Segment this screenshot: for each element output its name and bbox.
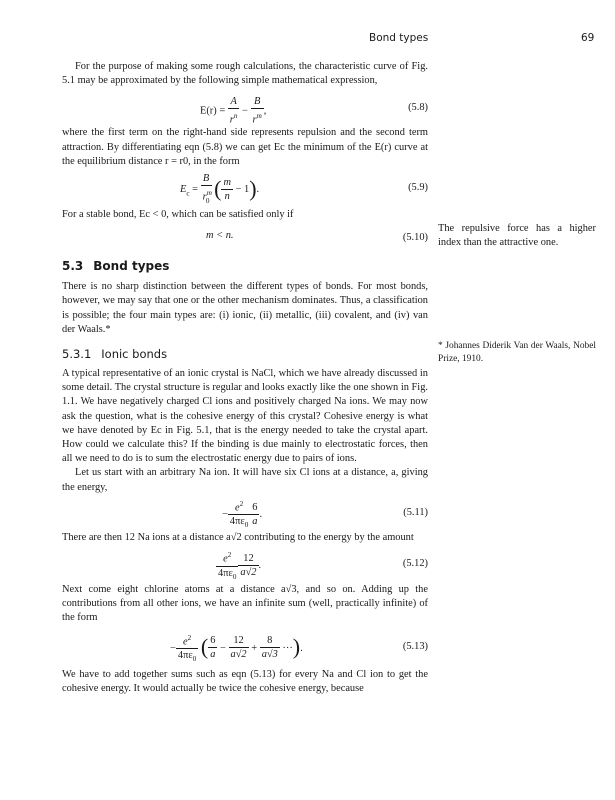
equation-number: (5.13) [402, 640, 428, 652]
equation-number: (5.8) [408, 102, 428, 114]
equation-5-13 [62, 626, 428, 666]
equation-5-10 [62, 222, 428, 248]
paragraph-differentiation: where the first term on the right-hand side represents repulsion and the second term attraction. By differentiating eqn (5.8) we can get Ec the minimum of the E(r) curve at the equilibrium distance r = r0, in the form [62, 127, 428, 167]
paragraph-bond-classification: There is no sharp distinction between the different types of bonds. For most bonds, however, we may say that one or the other mechanism dominates. Thus, a classification is possible; the four main types are: (i) ionic, (ii) metallic, (iii) covalent, and (iv) van der Waals.* [62, 281, 428, 335]
equation-number: (5.12) [402, 558, 428, 570]
equation-number: (5.11) [403, 506, 428, 518]
paragraph-stable-bond: For a stable bond, Ec < 0, which can be satisfied only if [62, 209, 294, 221]
equation-5-11-body: − $\frac{e^2}{4\pi\varepsilon_0}$ $\frac{6}{a}$ . [222, 499, 263, 530]
paragraph-cohesive-energy-sum: We have to add together sums such as eqn (5.13) for every Na and Cl ion to get the cohesive energy. It would actually be twice the cohesive energy, because [62, 668, 428, 694]
equation-number: (5.9) [408, 182, 428, 194]
equation-number: (5.10) [402, 232, 428, 244]
equation-5-8-body: E(r) = $\frac{A}{r^n}$ − $\frac{B}{r^m}$ , [200, 96, 267, 126]
paragraph-intro: For the purpose of making some rough calculations, the characteristic curve of Fig. 5.1 may be approximated by the following simple mathematical expression, [62, 61, 428, 87]
equation-5-13-body: − $\frac{e^2}{4\pi\varepsilon_0}$ ( $\frac{6}{a}$ − $\frac{12}{a√2}$ + $\frac{8}{a√3}$ ···). [170, 633, 303, 664]
footnote-van-der-waals: * Johannes Diderik Van der Waals, Nobel Prize, 1910. [438, 341, 596, 364]
equation-5-12 [62, 545, 428, 581]
equation-5-9 [62, 169, 428, 205]
equation-5-8 [62, 88, 428, 126]
running-title: Bond types [369, 32, 429, 44]
equation-5-12-body: $\frac{e^2}{4\pi\varepsilon_0}$ $\frac{12}{a√2}$ . [218, 551, 262, 581]
equation-5-11 [62, 495, 428, 529]
margin-note-repulsive: The repulsive force has a higher index than the attractive one. [438, 223, 596, 248]
paragraph-ionic-crystal: A typical representative of an ionic crystal is NaCl, which we have already discussed in some detail. The crystal structure is regular and looks exactly like the one shown in Fig. 1.1. We have negatively charged Cl ions and positively charged Na ions. We may now ask the question, what is the cohesive energy of this crystal? Cohesive energy is what we have denoted by Ec in Fig. 5.1, that is the energy needed to take the crystal apart. How could we calculate this? If the binding is due mainly to electrostatic forces, then all we need to do is to sum the electrostatic energy due to pairs of ions. [62, 368, 428, 465]
subsection-heading-5-3-1: 5.3.1 Ionic bonds [62, 347, 168, 362]
equation-5-10-body: m < n. [206, 230, 234, 242]
paragraph-12-na-ions: There are then 12 Na ions at a distance a√2 contributing to the energy by the amount [62, 531, 414, 543]
page-number: 69 [581, 32, 595, 44]
paragraph-chlorine-atoms: Next come eight chlorine atoms at a distance a√3, and so on. Adding up the contributions from all other ions, we have an infinite sum (well, practically infinite) of the form [62, 584, 428, 624]
main-column [62, 60, 428, 696]
running-head [0, 32, 615, 48]
section-heading-5-3: 5.3 Bond types [62, 259, 170, 274]
equation-5-9-body: $E_c$ = $\frac{B}{r^m_0}$ ( $\frac{m}{n}$ − 1). [180, 173, 260, 205]
paragraph-na-ion: Let us start with an arbitrary Na ion. It will have six Cl ions at a distance, a, giving the energy, [62, 467, 428, 493]
